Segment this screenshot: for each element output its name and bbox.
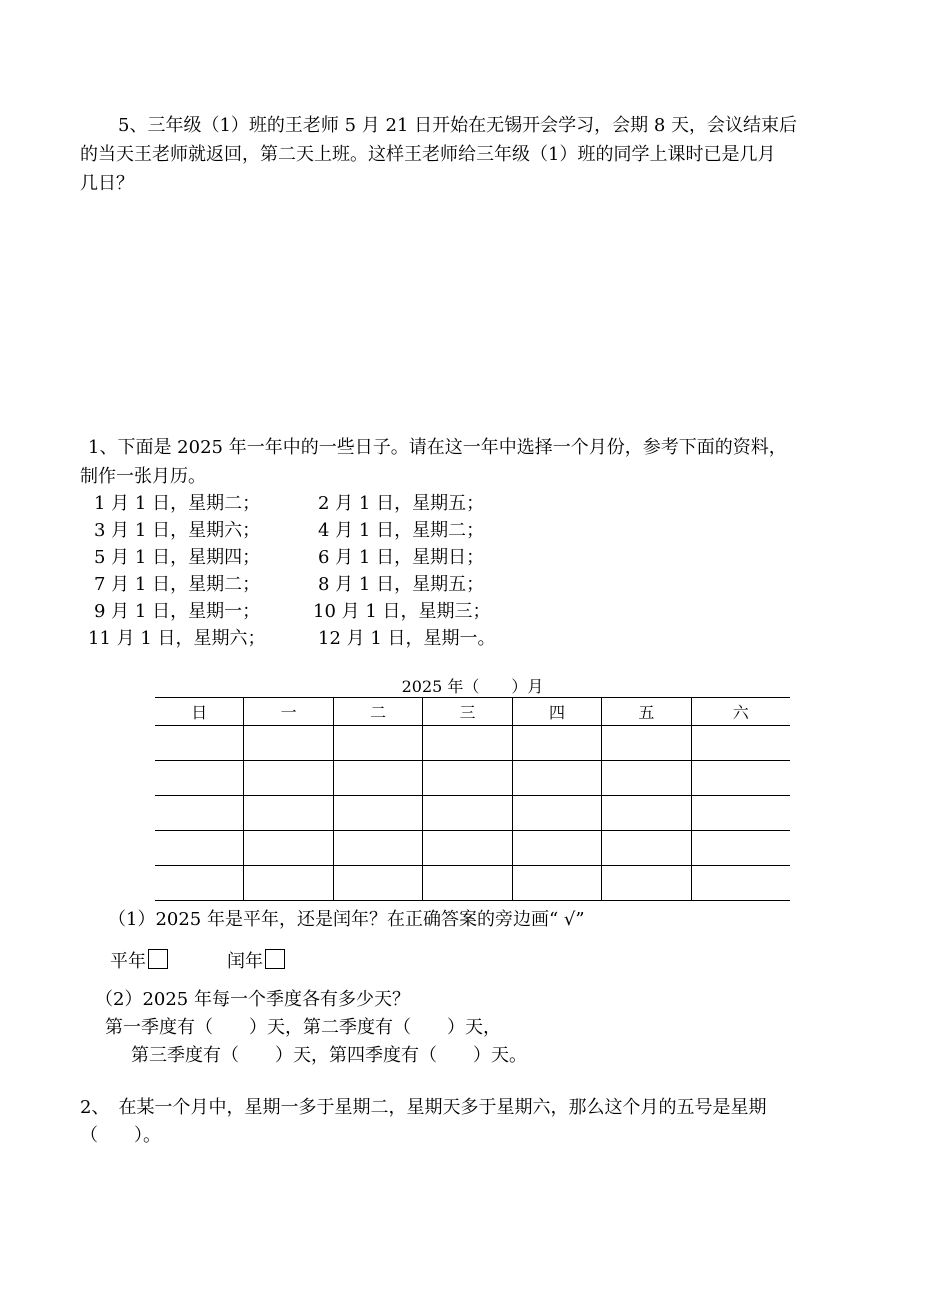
weekday-header: 六 — [691, 698, 790, 726]
date-item: 3 月 1 日，星期六； — [94, 520, 261, 541]
calendar-cell[interactable] — [333, 831, 422, 866]
q1-line2: 制作一张月历。 — [80, 466, 206, 487]
weekday-header: 二 — [333, 698, 422, 726]
calendar-cell[interactable] — [602, 761, 691, 796]
weekday-header: 五 — [602, 698, 691, 726]
date-item: 11 月 1 日，星期六； — [88, 628, 266, 649]
calendar-cell[interactable] — [155, 831, 244, 866]
common-year-checkbox[interactable] — [148, 949, 168, 969]
q2-line2: （ ）。 — [80, 1125, 161, 1146]
date-item: 5 月 1 日，星期四； — [94, 547, 261, 568]
q1-sub2-line1: 第一季度有（ ）天，第二季度有（ ）天， — [105, 1017, 501, 1038]
calendar-cell[interactable] — [512, 796, 601, 831]
calendar-row — [155, 761, 790, 796]
calendar-header-row — [155, 698, 790, 726]
calendar-cell[interactable] — [602, 796, 691, 831]
calendar-cell[interactable] — [333, 761, 422, 796]
calendar-cell[interactable] — [602, 831, 691, 866]
calendar-row — [155, 831, 790, 866]
calendar-table — [155, 697, 790, 901]
calendar-cell[interactable] — [691, 761, 790, 796]
calendar-cell[interactable] — [333, 726, 422, 761]
q1-sub2: （2）2025 年每一个季度各有多少天？ — [95, 989, 410, 1010]
calendar-cell[interactable] — [512, 866, 601, 901]
calendar-cell[interactable] — [155, 726, 244, 761]
date-item: 12 月 1 日，星期一。 — [318, 628, 496, 649]
calendar-cell[interactable] — [333, 796, 422, 831]
calendar-cell[interactable] — [155, 761, 244, 796]
calendar-cell[interactable] — [691, 831, 790, 866]
weekday-header: 一 — [244, 698, 333, 726]
calendar-cell[interactable] — [602, 866, 691, 901]
option-common-label: 平年 — [110, 951, 146, 972]
calendar-cell[interactable] — [244, 726, 333, 761]
option-leap-label: 闰年 — [227, 951, 263, 972]
date-item: 1 月 1 日，星期二； — [94, 493, 261, 514]
weekday-header: 日 — [155, 698, 244, 726]
calendar-cell[interactable] — [244, 866, 333, 901]
option-common-year — [110, 947, 168, 973]
calendar-cell[interactable] — [423, 726, 512, 761]
calendar-cell[interactable] — [602, 726, 691, 761]
leap-year-checkbox[interactable] — [265, 949, 285, 969]
date-item: 7 月 1 日，星期二； — [94, 574, 261, 595]
calendar-row — [155, 726, 790, 761]
q2-line1: 2、 在某一个月中，星期一多于星期二，星期天多于星期六，那么这个月的五号是星期 — [80, 1097, 767, 1118]
calendar-cell[interactable] — [333, 866, 422, 901]
date-item: 4 月 1 日，星期二； — [318, 520, 485, 541]
calendar-row — [155, 796, 790, 831]
calendar-cell[interactable] — [512, 761, 601, 796]
calendar-cell[interactable] — [155, 866, 244, 901]
calendar-cell[interactable] — [691, 866, 790, 901]
calendar-cell[interactable] — [423, 831, 512, 866]
calendar-cell[interactable] — [423, 796, 512, 831]
weekday-header: 四 — [512, 698, 601, 726]
calendar-cell[interactable] — [512, 831, 601, 866]
calendar-cell[interactable] — [691, 796, 790, 831]
date-item: 10 月 1 日，星期三； — [313, 601, 491, 622]
q5-line1: 5、三年级（1）班的王老师 5 月 21 日开始在无锡开会学习，会期 8 天，会议结束后 — [118, 115, 798, 136]
q1-line1: 1、下面是 2025 年一年中的一些日子。请在这一年中选择一个月份，参考下面的资料， — [88, 437, 787, 458]
q5-line3: 几日？ — [80, 173, 134, 194]
calendar-cell[interactable] — [691, 726, 790, 761]
date-item: 2 月 1 日，星期五； — [318, 493, 485, 514]
calendar-cell[interactable] — [244, 796, 333, 831]
calendar-title: 2025 年（ ）月 — [401, 677, 544, 696]
calendar-row — [155, 866, 790, 901]
calendar-cell[interactable] — [155, 796, 244, 831]
q1-sub2-line2: 第三季度有（ ）天，第四季度有（ ）天。 — [131, 1045, 527, 1066]
weekday-header: 三 — [423, 698, 512, 726]
calendar-cell[interactable] — [244, 761, 333, 796]
date-item: 9 月 1 日，星期一； — [94, 601, 261, 622]
calendar-cell[interactable] — [244, 831, 333, 866]
calendar-cell[interactable] — [423, 761, 512, 796]
option-leap-year — [227, 947, 285, 973]
q5-line2: 的当天王老师就返回，第二天上班。这样王老师给三年级（1）班的同学上课时已是几月 — [80, 144, 776, 165]
date-item: 8 月 1 日，星期五； — [318, 574, 485, 595]
date-item: 6 月 1 日，星期日； — [318, 547, 485, 568]
calendar-cell[interactable] — [512, 726, 601, 761]
q1-sub1: （1）2025 年是平年，还是闰年？在正确答案的旁边画“ √” — [108, 909, 585, 930]
calendar-cell[interactable] — [423, 866, 512, 901]
